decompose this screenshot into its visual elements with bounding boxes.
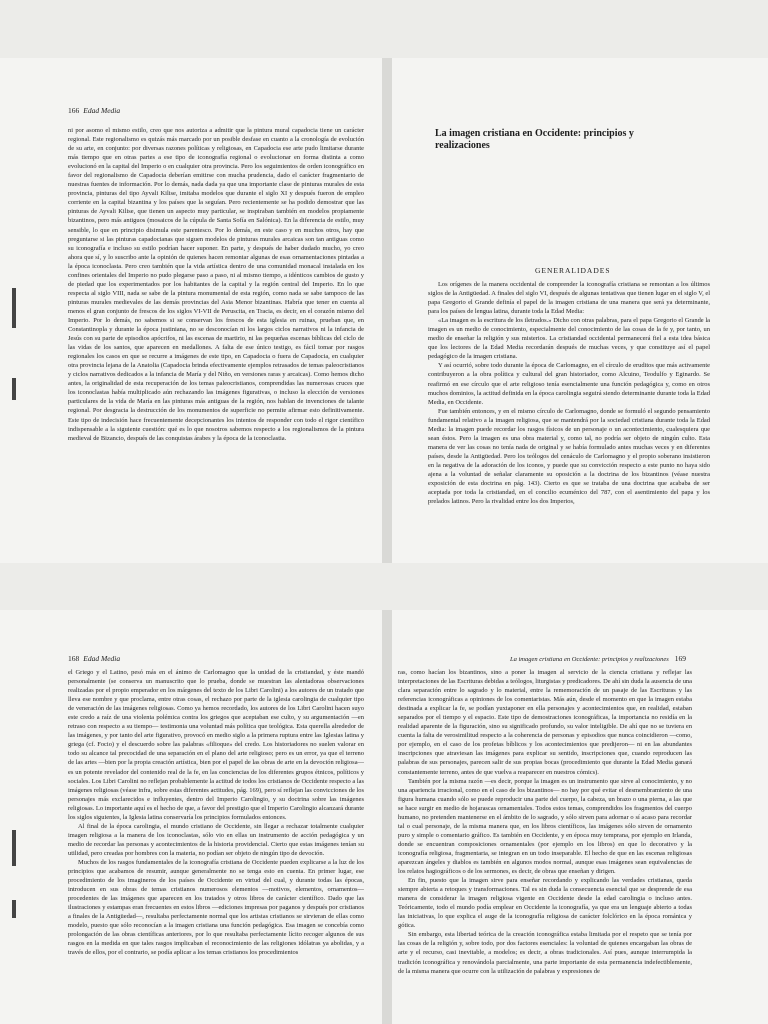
paragraph: Al final de la época carolingia, el mundo cristiano de Occidente, sin llegar a rechazar totalmente cualquier imagen religiosa a la manera de los iconoclastas, sólo vio en ellas un instrumento de acción pedagógica y un medio de recordar las personas y acontecimientos de la historia providencial. Cierto que estas imágenes tenían su utilidad, pero creadas por hombres con la materia, no podían ser objeto de ningún tipo de devoción. [68,822,364,857]
top-book-spread [0,58,768,563]
right-page-body [428,280,710,558]
paragraph: Y así ocurrió, sobre todo durante la época de Carlomagno, en el círculo de eruditos que más activamente contribuyeron a la obra política y cultural del gran historiador, como Alcuino, Teodulfo y Eginardo. Se reafirmó en ese círculo que el arte religioso tenía esencialmente una función pedagógica y, como en otros muchos dominios, la actitud definida en la época carolingia seguirá siendo determinante durante toda la Edad Media, en Occidente. [428,362,710,406]
page-number: 166 [68,106,80,115]
left-page-body [68,668,364,1024]
right-page-body [398,668,692,1024]
left-page-header [68,654,120,663]
left-page-header [68,106,120,115]
paragraph: ni por asomo el mismo estilo, creo que nos autoriza a admitir que la pintura mural capadocia tiene un carácter regional. Este regionalismo es quizás más marcado por un posible desfase en cuanto a la cronología de evolución de su arte, en conjunto: por diversas razones políticas y religiosas, en Capadocia ese arte pudo limitarse durante más tiempo que en otras partes a ese tipo de iconografía regional o evolucionar en forma distinta a como evolucionó en la capital del Imperio o en cualquier otra provincia. Pero los seguimientos de orden iconográfico en favor del regionalismo de Capadocia deberían emitirse con mucha prudencia, dado el carácter fragmentario de nuestras fuentes de información. Por lo demás, nada dada ya que una importante clase de pinturas murales de esta provincia, pinturas del tipo Ayvali Kilise, imitaba modelos que durante el siglo XI y después fueron de empleo corriente en la capital bizantina y los países que la seguían. Pero recientemente se ha podido demostrar que las pinturas de Ayvali Kilise, que tienen un aspecto muy particular, se inspiraban también en modelos propiamente bizantinos, pero más antiguos (mosaicos de la cúpula de Santa Sofía en Salónica). En la diferencia de estilo, muy sensible, lo que en principio disimula este parentesco. Por lo demás, en este caso y en muchos otros, hay que preguntarse si las pinturas capadocianas que siguen modelos de pinturas murales arcaicas son tan antiguas como su iconografía e incluso su estilo podrían hacer suponer. En parte, y después de haber dudado mucho, yo creo ahora que sí, y lo suscribo ante la opinión de quienes hacen remontar algunas de esas ornamentaciones pintadas a la época iconoclasta. Pero creo también que la vida artística dentro de una comunidad monacal instalada en los confines orientales del Imperio no pudo plegarse paso a paso, ni al mismo tiempo, a idénticos cambios de gusto y de piedad que los experimentados por los habitantes de la capital y la región central del Imperio. En lo que respecta al siglo VIII, nada se sabe de la pintura monumental de esta región, como nada se sabe tampoco de las pinturas murales medievales de las demás provincias del Asia Menor bizantinas. Habría que tener en cuenta al menos el gran conjunto de frescos de los siglos VI-VII de Peruscita, en Tracia, es decir, en el corazón mismo del Imperio. Por lo demás, no sabemos si se conservan los frescos de esta iglesia en ruinas, prueban que, en Constantinopla y durante la época justiniana, no se desconocían ni los largos ciclos narrativos ni la infancia de Jesús con su parte de episodios apócrifos, ni las escenas de martirio, ni las pequeñas escenas bíblicas del ciclo de las vidas de los santos, que aparecen en medallones. A falta de ese único testigo, es fácil tomar por rasgos regionales los casos en que se recurre a imágenes de este tipo, en Capadocia o fuera de Capadocia, en cualquier otra provincia lejana de la Anatolia (Capadocia brinda efectivamente ejemplos retrasados de temas paleocristianos y ciclos narrativos dedicados a la infancia de María y del Niño, en versiones raras y arcaicas). Como hemos dicho antes, la originalidad de esta recuperación de los temas paleocristianos, comprendidas las numerosas cruces que los iconoclastas había multiplicado aún rechazando las imágenes figurativas, o incluso la elección de versiones particulares de la vida de María en las pinturas más antiguas de la región, nos hablan de invenciones de talante regional. Por desgracia la destrucción de los monumentos de superficie no permite afirmar esto definitivamente. Este tipo de indecisión hace frecuentemente decepcionantes los intentos de responder con todo el rigor científico indispensable a la siguiente cuestión: qué es lo que nosotros sabemos respecto a los regionalismos de la pintura medieval de Bizancio, después de las conquistas árabes y la época de la iconoclastia. [68,127,364,442]
section-heading: GENERALIDADES [535,266,611,275]
running-head: La imagen cristiana en Occidente: principios y realizaciones [510,656,669,663]
page-number: 168 [68,654,80,663]
chapter-title: La imagen cristiana en Occidente: principios y realizaciones [435,128,634,151]
binding-edge-mark [12,288,16,328]
book-gutter [382,610,392,1024]
page-number: 169 [674,654,686,663]
running-head: Edad Media [83,654,121,663]
paragraph: Fue también entonces, y en el mismo círculo de Carlomagno, donde se formuló el segundo pensamiento fundamental relativo a la imagen religiosa, que se mantendrá por la sociedad cristiana durante toda la Edad Media: la imagen puede recordar los rasgos físicos de un personaje o un acontecimiento, cualesquiera que sean éstos. Pero la imagen es una obra material y, como tal, no podría ser objeto de ningún culto. Esta manera de ver las cosas no tenía nada de original y se había formulado antes muchas veces y en diferentes países, desde la Antigüedad. Pero los teólogos del cenáculo de Carlomagno y el propio soberano insistieron en la negativa de la adoración de los iconos, y puede que su convicción respecto a este punto no haya sido ajena a la voluntad de señalar claramente su oposición a la doctrina de los bizantinos (véase nuestra exposición de esta doctrina en pág. 143). Cierto es que se trataba de una doctrina que acababa de ser aceptada por toda la cristiandad, en el concilio ecuménico del 787, con el asentimiento del papa y los prelados latinos. Pero la rivalidad entre los dos Imperios, [428,407,710,506]
binding-edge-mark [12,830,16,866]
paragraph: el Griego y el Latino, pesó más en el ánimo de Carlomagno que la unidad de la cristiandad, y éste mandó personalmente (se conserva un manuscrito que lo prueba, donde se muestran las alentadoras observaciones realizadas por el propio emperador en los márgenes del texto de los Libri Carolini) a los autores de un tratado que lleva ese nombre y que proclama, entre otras cosas, el rechazo por parte de la iglesia carolingia de cualquier tipo de veneración de las imágenes religiosas. Como ya hemos recordado, los autores de los Libri Carolini hacen suyo este credo a raíz de una violenta polémica contra los griegos que aceptaban ese culto, y su argumentación —en retraso con respecto a su tiempo— testimonia una voluntad más política que teológica. Esta querella alrededor de las imágenes, y por tanto del arte figurativo, provocó en medio siglo a la primera ruptura entre las Iglesias latina y griega (cf. Focio) y el descuerdo sobre las palabras «filioque» del credo. Los historiadores no suelen valorar en todo su alcance tal precocidad de una separación en el plano del arte religioso; pero es un error, ya que el terreno de las artes —bien por la propia creación artística, bien por el papel de las obras de arte en la devoción religiosa— es un potente revelador del contenido real de la fe, en las conciencias de los diferentes grupos étnicos, políticos y sociales. Los Libri Carolini no reflejan probablemente la actitud de todos los cristianos de Occidente respecto a las imágenes religiosas (véase infra, sobre estas diferentes actitudes, pág. 169), pero sí reflejan las convicciones de los personajes más exclarecidos e influyentes, dentro del Imperio Carolingio, y su doctrina sobre las imágenes religiosas. Lo importante aquí es el hecho de que, a favor del prestigio que el Imperio Carolingio alcanzará durante los siglos siguientes, la Iglesia latina conservaría los principios formulados entonces. [68,669,364,821]
binding-edge-mark [12,900,16,918]
left-page-body [68,126,364,526]
right-page-header [510,654,690,663]
paragraph: Los orígenes de la manera occidental de comprender la iconografía cristiana se remontan a los últimos siglos de la Antigüedad. A finales del siglo VI, después de algunas tentativas que tienen lugar en el siglo V, el papa Gregorio el Grande definía el papel de la imagen cristiana de una manera que será ya determinante, para los países de lengua latina, durante toda la Edad Media: [428,281,710,316]
paragraph: «La imagen es la escritura de los iletrados.» Dicho con otras palabras, para el papa Gregorio el Grande la imagen es un medio de conocimiento, especialmente del conocimiento de las cosas de la fe y, por tanto, un medio de enseñar la religión y sus misterios. La cristiandad occidental permanecerá fiel a esta idea básica que los lectores de la Edad Media recordarán después de muchas veces, y que constituye así el papel pedagógico de la imagen cristiana. [428,317,710,361]
bottom-book-spread [0,610,768,1024]
paragraph: En fin, puesto que la imagen sirve para enseñar recordando y explicando las verdades cristianas, queda siempre abierta a retoques y transformaciones. Tal es sin duda la consecuencia esencial que se desprende de esa manera de considerar la imagen religiosa vigente en Occidente desde la edad carolingia o incluso antes. Teóricamente, todo el mundo podía emplear en Occidente la iconografía, ya que era un lenguaje abierto a todas las iniciativas, lo que explica el auge de la iconografía religiosa de carácter folclórico en la época románica y gótica. [398,877,692,930]
running-head: Edad Media [83,106,121,115]
binding-edge-mark [12,378,16,400]
paragraph: También por la misma razón —es decir, porque la imagen es un instrumento que sirve al conocimiento, y no una apariencia irracional, como en el caso de los bizantinos— no hay por qué evitar el desmembramiento de una figura humana cuando sólo se puede reproducir una parte del cuerpo, la cabeza, un brazo o una pierna, a las que se hace surgir en medio de hojarascas ornamentales. Todos estos temas, comprendidos los fragmentos del cuerpo humano, no pretenden mantenerse en el ámbito de lo sagrado, y sólo sirven para adornar o sí acaso para recordar tal o cual personaje, de la misma manera que, en los libros científicos, las imágenes sólo sirven de ornamento puro y simple o comentario gráfico. Es también en Occidente, y en época muy temprana, por ejemplo en Irlanda, donde se encuentran composiciones ornamentales (por ejemplo en los libros) en que lo decorativo y la iconografía religiosa, fragmentaria, se integran en un todo inseparable. El hecho de que en las escenas religiosas aparezcan ángeles y diablos es también en algunos modos normal, aunque esas imágenes sean equivalencias de los relatos hagiográficos o de los sermones, es decir, de obras que enseñan y dirigen. [398,777,692,876]
paragraph: Muchos de los rasgos fundamentales de la iconografía cristiana de Occidente pueden explicarse a la luz de los principios que acabamos de resumir, aunque generalmente no se tenga esto en cuenta. En primer lugar, ese procedimiento de los imagineros de los países de Occidente en virtud del cual, y durante todas las épocas, introducen en sus obras de temas cristianos numerosos elementos —motivos, elementos, ornamentos— procedentes de las imágenes que aparecen en los tratados y otros libros de carácter científico. Dado que las ilustraciones y estampas eran frecuentes en estos libros —ediciones impresas por paganos y después por cristianos a finales de la Antigüedad—, resultaba perfectamente normal que los artistas cristianos se sirvieran de ellas como modelo, puesto que sólo reconocían a la imagen cristiana una función pedagógica. Esa imagen se concebía como prolongación de las obras científicas anteriores, por lo que resultaba perfectamente lícito recoger algunos de sus rasgos en la medida en que tales rasgos implicaban el reconocimiento de las religiones idólatras ya abolidas, y a través de ellos, por el contrario, se podía aplicar a los temas cristianos los procedimientos [68,858,364,957]
book-gutter [382,58,392,563]
paragraph: Sin embargo, esta libertad teórica de la creación iconográfica estaba limitada por el respeto que se tenía por las cosas de la religión y, sobre todo, por dos factores esenciales: la voluntad de quienes encargaban las obras de arte y el recurso, casi inevitable, a modelos; es decir, a obras tradicionales. Así pues, aunque interrumpida la tradición iconográfica y renovándola parcialmente, una parte importante de esta permanencia indefectiblemente, de la misma manera que ocurre con la utilización de palabras y expresiones de [398,931,692,975]
paragraph: ras, como hacían los bizantinos, sino a poner la imagen al servicio de la ciencia cristiana y reflejar las interpretaciones de las Escrituras debidas a teólogos, liturgistas y predicadores. De ahí sin duda la ausencia de una clara separación entre lo sagrado y lo material, entre la rememoración de un pasaje de las Escrituras y las referencias iconográficas a opiniones de los comentaristas. Más aún, desde el momento en que la imagen estaba destinada a explicar la fe, se podían yuxtaponer en ella personajes y acontecimientos que, en realidad, estaban separados por el tiempo y el espacio. Este tipo de demostraciones iconográficas, la importancia no residía en la realidad aparente de la figuración, sino su significado profundo, su valor inteligible. De ahí que no se tuviera en cuenta la falta de verosimilitud respecto a la coherencia de personas y episodios que nunca coincidieron —como, por ejemplo, en el caso de los profetas bíblicos y los acontecimientos que predijeron— ni en las abundantes inscripciones que atraviesan las imágenes para explicar su sentido, inscripciones que, cuando reproducen las palabras de sus personajes, parecen salir de sus propias bocas (procedimiento que durante la Edad Media ganará constantemente terreno, antes de que vuelva a reaparecer en nuestros cómics). [398,669,692,776]
